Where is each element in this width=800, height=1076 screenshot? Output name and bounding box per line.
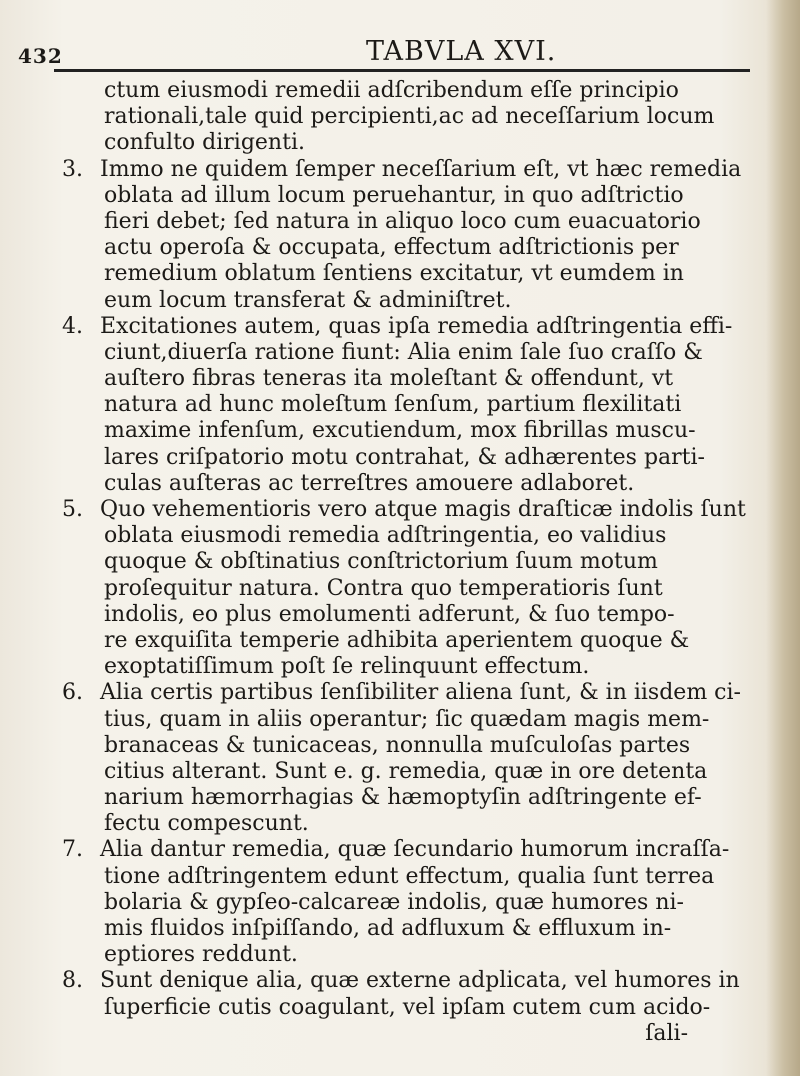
text-line bbox=[66, 707, 766, 733]
line-text: confulto dirigenti. bbox=[104, 130, 305, 156]
line-text: Sunt denique alia, quæ externe adplicata, vel humores in bbox=[100, 968, 740, 994]
text-line bbox=[66, 78, 766, 104]
text-line bbox=[66, 418, 766, 444]
line-text: Alia dantur remedia, quæ ſecundario humorum incraſſa- bbox=[100, 837, 730, 863]
line-text: natura ad hunc moleſtum ſenſum, partium flexilitati bbox=[104, 392, 682, 418]
line-text: ſuperficie cutis coagulant, vel ipſam cutem cum acido- bbox=[104, 994, 711, 1020]
header-rule bbox=[54, 69, 750, 72]
text-line bbox=[62, 680, 766, 706]
line-text: exoptatiſſimum poſt ſe relinquunt effectum. bbox=[104, 654, 590, 680]
line-text: eum locum transferat & adminiſtret. bbox=[104, 287, 512, 313]
text-line bbox=[66, 890, 766, 916]
line-text: Immo ne quidem ſemper neceſſarium eſt, vt hæc remedia bbox=[100, 156, 742, 182]
line-text: oblata ad illum locum peruehantur, in quo adſtrictio bbox=[104, 182, 684, 208]
line-text: citius alterant. Sunt e. g. remedia, quæ in ore detenta bbox=[104, 758, 708, 784]
text-line bbox=[66, 340, 766, 366]
text-line bbox=[66, 628, 766, 654]
line-text: quoque & obſtinatius conſtrictorium ſuum motum bbox=[104, 549, 658, 575]
text-line bbox=[66, 523, 766, 549]
text-line bbox=[66, 183, 766, 209]
line-text: indolis, eo plus emolumenti adferunt, & ſuo tempo- bbox=[104, 601, 675, 627]
line-text: fieri debet; ſed natura in aliquo loco cum euacuatorio bbox=[104, 208, 701, 234]
line-text: Alia certis partibus ſenſibiliter aliena ſunt, & in iisdem ci- bbox=[100, 680, 741, 706]
text-line bbox=[66, 445, 766, 471]
paragraph-number: 5. bbox=[62, 497, 83, 522]
line-text: maxime infenſum, excutiendum, mox fibrillas muscu- bbox=[104, 418, 696, 444]
text-line bbox=[66, 209, 766, 235]
line-text: tius, quam in aliis operantur; ſic quædam magis mem- bbox=[104, 706, 710, 732]
line-text: ctum eiusmodi remedii adſcribendum eſſe principio bbox=[104, 78, 679, 103]
page-edge-shadow bbox=[766, 0, 800, 1076]
catchword: ſali- bbox=[645, 1020, 688, 1046]
line-text: remedium oblatum ſentiens excitatur, vt eumdem in bbox=[104, 261, 684, 287]
text-line bbox=[62, 968, 766, 994]
text-line bbox=[66, 288, 766, 314]
line-text: auſtero fibras teneras ita moleſtant & offendunt, vt bbox=[104, 366, 674, 392]
running-head: TABVLA XVI. bbox=[366, 36, 557, 67]
text-line bbox=[62, 837, 766, 863]
line-text: rationali,tale quid percipienti,ac ad neceſſarium locum bbox=[104, 104, 715, 130]
line-text: re exquiſita temperie adhibita aperientem quoque & bbox=[104, 627, 690, 653]
text-line bbox=[66, 654, 766, 680]
paragraph-number: 6. bbox=[62, 680, 83, 706]
page-number: 432 bbox=[18, 44, 63, 68]
text-line bbox=[66, 942, 766, 968]
line-text: oblata eiusmodi remedia adſtringentia, eo validius bbox=[104, 523, 667, 549]
line-text: bolaria & gypſeo-calcareæ indolis, quæ humores ni- bbox=[104, 889, 684, 915]
line-text: eptiores reddunt. bbox=[104, 942, 298, 968]
text-line bbox=[66, 471, 766, 497]
line-text: tione adſtringentem edunt effectum, qualia ſunt terrea bbox=[104, 863, 715, 889]
text-line bbox=[66, 864, 766, 890]
line-text: narium hæmorrhagias & hæmoptyſin adſtringente ef- bbox=[104, 785, 702, 811]
paragraph-number: 7. bbox=[62, 837, 83, 863]
text-line bbox=[66, 104, 766, 130]
text-line bbox=[66, 785, 766, 811]
line-text: branaceas & tunicaceas, nonnulla muſculoſas partes bbox=[104, 732, 691, 758]
line-text: actu operoſa & occupata, effectum adſtrictionis per bbox=[104, 235, 679, 261]
line-text: ciunt,diuerſa ratione fiunt: Alia enim ſale ſuo craſſo & bbox=[104, 339, 703, 365]
text-line bbox=[66, 916, 766, 942]
line-text: culas auſteras ac terreſtres amouere adlaboret. bbox=[104, 470, 635, 496]
text-line bbox=[66, 366, 766, 392]
text-line bbox=[66, 733, 766, 759]
text-line bbox=[66, 576, 766, 602]
text-line bbox=[66, 392, 766, 418]
text-line bbox=[66, 811, 766, 837]
text-line bbox=[62, 313, 766, 340]
text-line bbox=[62, 497, 766, 523]
text-line bbox=[62, 156, 766, 183]
line-text: Quo vehementioris vero atque magis draſticæ indolis ſunt bbox=[100, 497, 746, 522]
line-text: Excitationes autem, quas ipſa remedia adſtringentia effi- bbox=[100, 313, 733, 339]
text-line bbox=[66, 130, 766, 156]
text-line bbox=[66, 549, 766, 575]
line-text: fectu compescunt. bbox=[104, 811, 309, 837]
text-line bbox=[66, 235, 766, 261]
line-text: lares criſpatorio motu contrahat, & adhærentes parti- bbox=[104, 444, 705, 470]
body-text bbox=[62, 78, 766, 1047]
paragraph-number: 8. bbox=[62, 968, 83, 994]
paragraph-number: 3. bbox=[62, 156, 83, 182]
paragraph-number: 4. bbox=[62, 313, 83, 339]
text-line bbox=[66, 759, 766, 785]
line-text: proſequitur natura. Contra quo temperatioris ſunt bbox=[104, 575, 663, 601]
text-line bbox=[66, 602, 766, 628]
text-line bbox=[66, 261, 766, 287]
text-line bbox=[66, 995, 766, 1021]
line-text: mis fluidos inſpiſſando, ad adfluxum & effluxum in- bbox=[104, 916, 672, 941]
